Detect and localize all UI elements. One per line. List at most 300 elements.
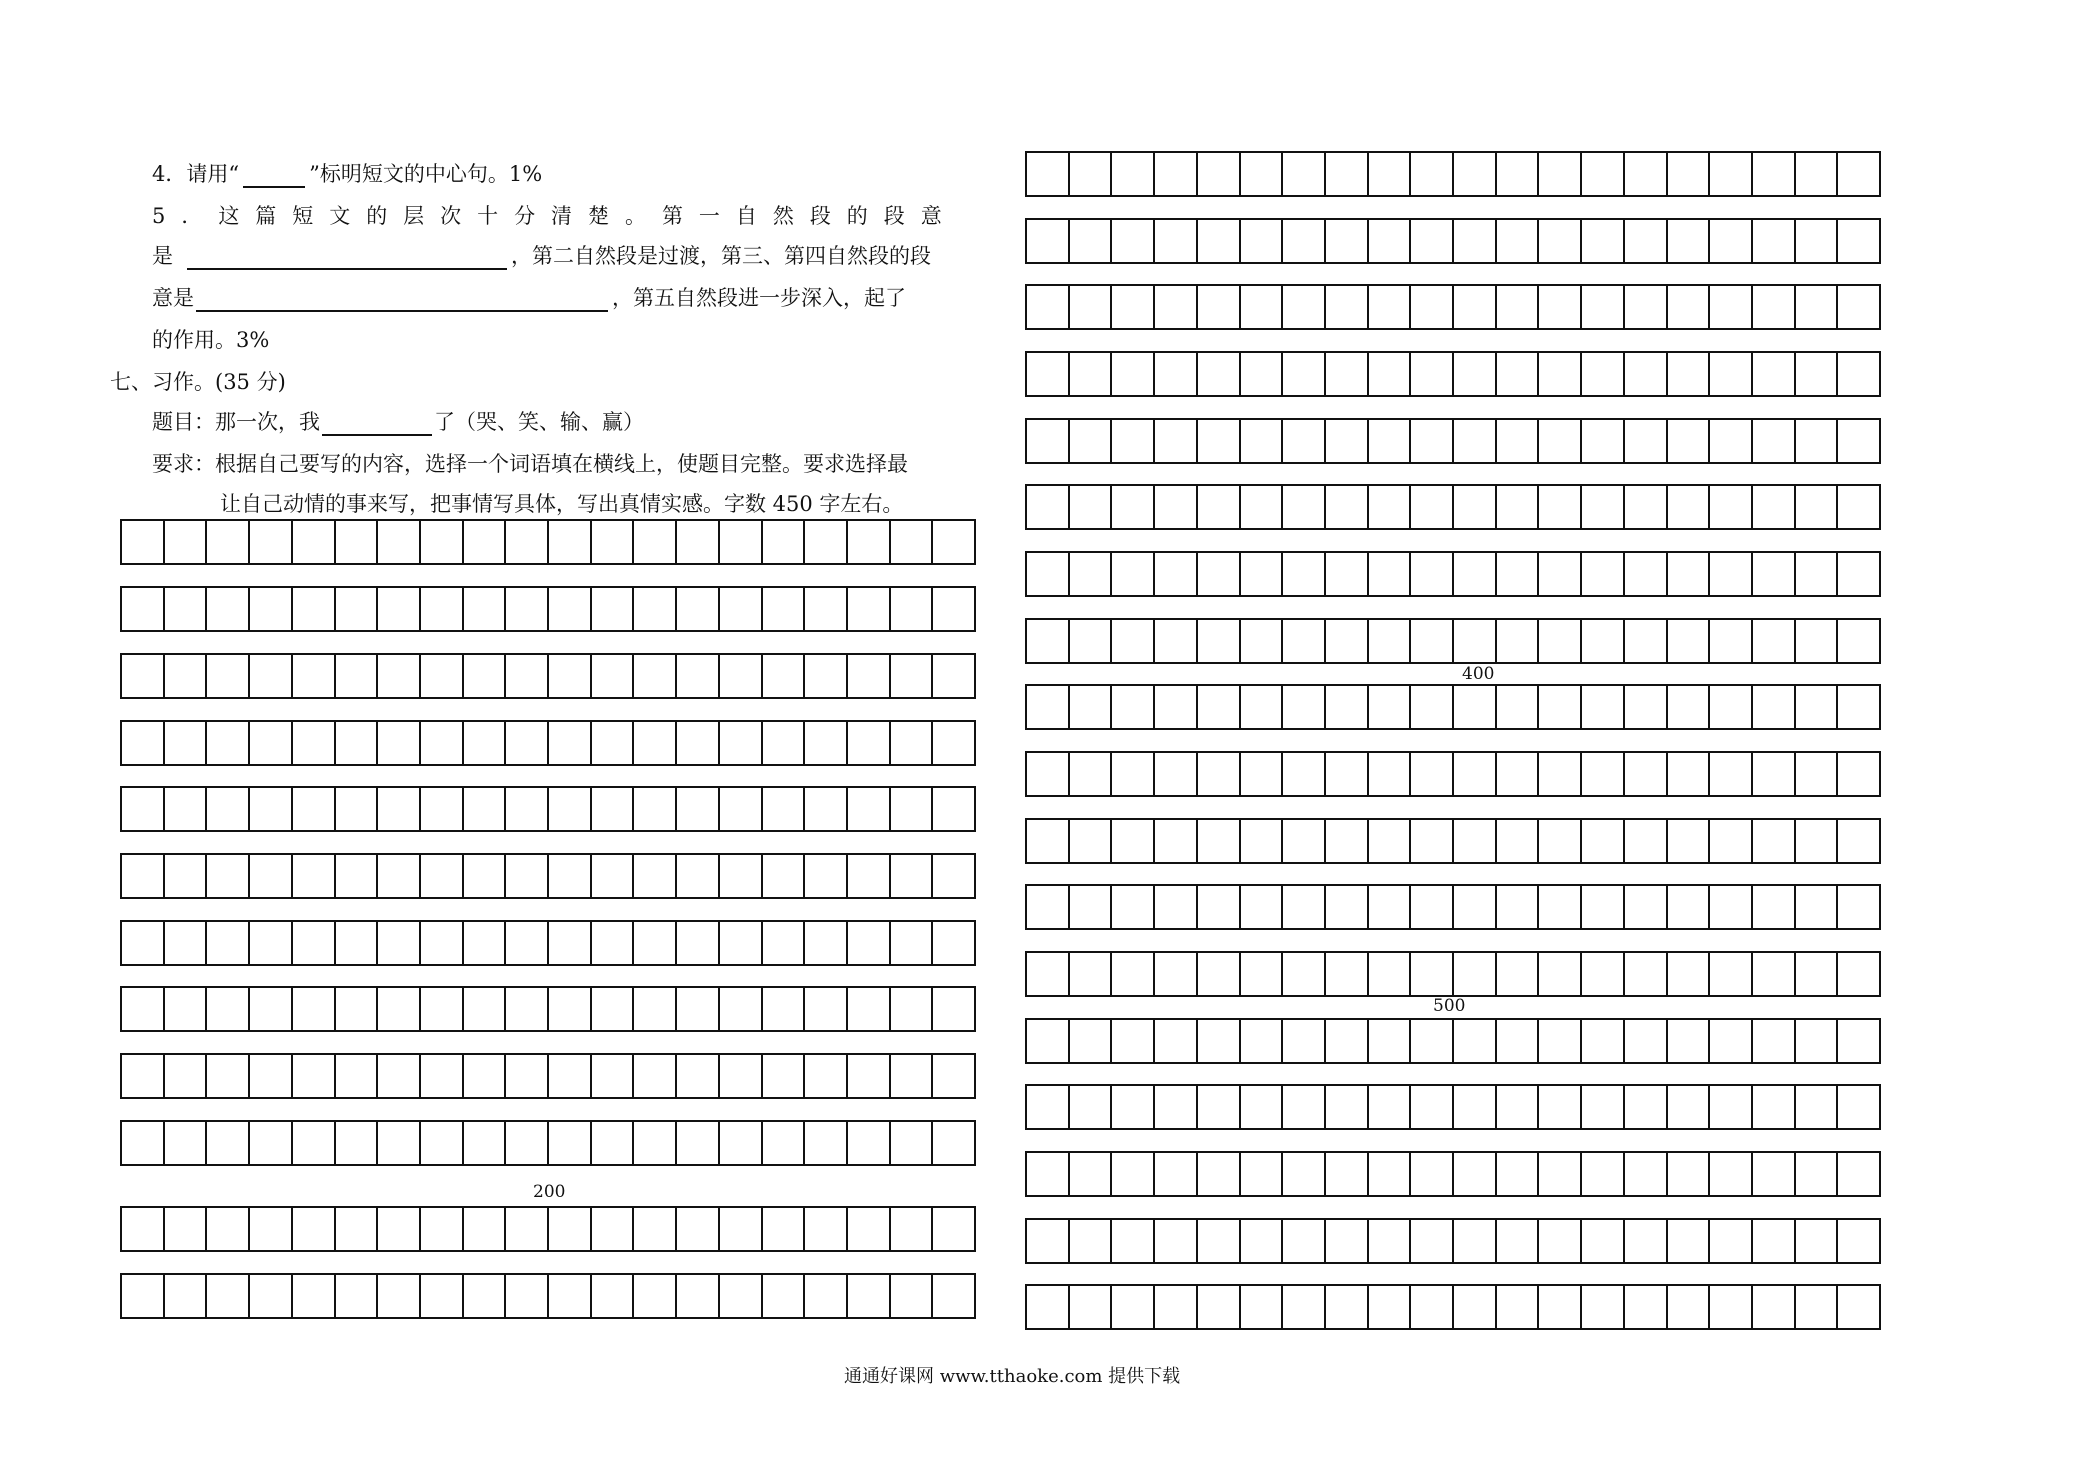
grid-cell[interactable] <box>1625 1220 1668 1262</box>
grid-cell[interactable] <box>1155 953 1198 995</box>
grid-cell[interactable] <box>634 1122 677 1164</box>
grid-cell[interactable] <box>1582 1086 1625 1128</box>
grid-cell[interactable] <box>1668 886 1711 928</box>
grid-cell[interactable] <box>1411 286 1454 328</box>
grid-cell[interactable] <box>1753 820 1796 862</box>
grid-cell[interactable] <box>1326 820 1369 862</box>
grid-cell[interactable] <box>378 1275 421 1317</box>
grid-cell[interactable] <box>677 655 720 697</box>
grid-cell[interactable] <box>1283 486 1326 528</box>
grid-cell[interactable] <box>720 588 763 630</box>
grid-cell[interactable] <box>1497 153 1540 195</box>
grid-cell[interactable] <box>250 1208 293 1250</box>
grid-cell[interactable] <box>634 521 677 563</box>
grid-cell[interactable] <box>1497 220 1540 262</box>
grid-cell[interactable] <box>677 1275 720 1317</box>
grid-cell[interactable] <box>891 788 934 830</box>
grid-cell[interactable] <box>1112 486 1155 528</box>
grid-cell[interactable] <box>1283 1086 1326 1128</box>
grid-cell[interactable] <box>1668 753 1711 795</box>
grid-cell[interactable] <box>763 521 806 563</box>
grid-cell[interactable] <box>1198 353 1241 395</box>
grid-cell[interactable] <box>891 588 934 630</box>
grid-cell[interactable] <box>1838 153 1879 195</box>
grid-cell[interactable] <box>464 922 507 964</box>
grid-cell[interactable] <box>1112 1086 1155 1128</box>
grid-cell[interactable] <box>933 655 974 697</box>
grid-cell[interactable] <box>891 1055 934 1097</box>
grid-cell[interactable] <box>1112 953 1155 995</box>
grid-cell[interactable] <box>1539 286 1582 328</box>
grid-cell[interactable] <box>1497 286 1540 328</box>
grid-cell[interactable] <box>763 922 806 964</box>
grid-cell[interactable] <box>165 988 208 1030</box>
grid-cell[interactable] <box>1582 820 1625 862</box>
grid-cell[interactable] <box>1070 820 1113 862</box>
grid-cell[interactable] <box>1369 553 1412 595</box>
grid-cell[interactable] <box>1454 1020 1497 1062</box>
grid-cell[interactable] <box>720 1122 763 1164</box>
grid-cell[interactable] <box>1582 153 1625 195</box>
grid-cell[interactable] <box>1241 1020 1284 1062</box>
grid-cell[interactable] <box>1625 420 1668 462</box>
grid-cell[interactable] <box>1411 886 1454 928</box>
grid-cell[interactable] <box>1326 553 1369 595</box>
grid-cell[interactable] <box>506 655 549 697</box>
grid-cell[interactable] <box>891 655 934 697</box>
grid-cell[interactable] <box>1582 686 1625 728</box>
grid-cell[interactable] <box>592 988 635 1030</box>
grid-cell[interactable] <box>1198 753 1241 795</box>
grid-cell[interactable] <box>549 1122 592 1164</box>
grid-cell[interactable] <box>1454 953 1497 995</box>
grid-cell[interactable] <box>1241 153 1284 195</box>
grid-cell[interactable] <box>1753 1153 1796 1195</box>
grid-cell[interactable] <box>1241 620 1284 662</box>
grid-cell[interactable] <box>1070 1153 1113 1195</box>
grid-cell[interactable] <box>1241 820 1284 862</box>
grid-cell[interactable] <box>1668 286 1711 328</box>
grid-cell[interactable] <box>1326 1220 1369 1262</box>
grid-cell[interactable] <box>634 1055 677 1097</box>
grid-cell[interactable] <box>1838 1020 1879 1062</box>
grid-cell[interactable] <box>421 655 464 697</box>
grid-cell[interactable] <box>1198 1153 1241 1195</box>
grid-cell[interactable] <box>1411 820 1454 862</box>
grid-cell[interactable] <box>1155 153 1198 195</box>
grid-cell[interactable] <box>848 788 891 830</box>
grid-cell[interactable] <box>250 521 293 563</box>
grid-cell[interactable] <box>1283 420 1326 462</box>
grid-cell[interactable] <box>1155 1153 1198 1195</box>
grid-cell[interactable] <box>1582 420 1625 462</box>
grid-cell[interactable] <box>1070 1020 1113 1062</box>
grid-cell[interactable] <box>1497 1220 1540 1262</box>
grid-cell[interactable] <box>250 855 293 897</box>
grid-cell[interactable] <box>1497 1020 1540 1062</box>
grid-cell[interactable] <box>1625 286 1668 328</box>
grid-cell[interactable] <box>506 922 549 964</box>
grid-cell[interactable] <box>1241 953 1284 995</box>
grid-cell[interactable] <box>1155 886 1198 928</box>
grid-cell[interactable] <box>592 588 635 630</box>
grid-cell[interactable] <box>378 1122 421 1164</box>
grid-cell[interactable] <box>165 588 208 630</box>
grid-cell[interactable] <box>250 1122 293 1164</box>
grid-cell[interactable] <box>207 722 250 764</box>
grid-cell[interactable] <box>1796 1220 1839 1262</box>
grid-cell[interactable] <box>1710 1020 1753 1062</box>
grid-cell[interactable] <box>1155 1020 1198 1062</box>
grid-cell[interactable] <box>506 988 549 1030</box>
grid-cell[interactable] <box>1241 1220 1284 1262</box>
grid-cell[interactable] <box>1753 286 1796 328</box>
grid-cell[interactable] <box>1112 1286 1155 1328</box>
grid-cell[interactable] <box>1668 1286 1711 1328</box>
grid-cell[interactable] <box>122 922 165 964</box>
grid-cell[interactable] <box>763 1122 806 1164</box>
grid-cell[interactable] <box>464 1275 507 1317</box>
grid-cell[interactable] <box>592 521 635 563</box>
grid-cell[interactable] <box>1241 1153 1284 1195</box>
grid-cell[interactable] <box>506 1122 549 1164</box>
grid-cell[interactable] <box>1454 553 1497 595</box>
grid-cell[interactable] <box>1283 1286 1326 1328</box>
grid-cell[interactable] <box>677 788 720 830</box>
grid-cell[interactable] <box>1326 153 1369 195</box>
grid-cell[interactable] <box>549 588 592 630</box>
grid-cell[interactable] <box>1283 1153 1326 1195</box>
grid-cell[interactable] <box>1411 1286 1454 1328</box>
grid-cell[interactable] <box>165 1208 208 1250</box>
grid-cell[interactable] <box>1070 286 1113 328</box>
grid-cell[interactable] <box>1369 1286 1412 1328</box>
grid-cell[interactable] <box>293 788 336 830</box>
grid-cell[interactable] <box>1753 153 1796 195</box>
grid-cell[interactable] <box>293 1208 336 1250</box>
grid-cell[interactable] <box>1625 820 1668 862</box>
grid-cell[interactable] <box>1454 420 1497 462</box>
grid-cell[interactable] <box>1838 420 1879 462</box>
grid-cell[interactable] <box>592 1275 635 1317</box>
grid-cell[interactable] <box>848 988 891 1030</box>
grid-cell[interactable] <box>293 588 336 630</box>
grid-cell[interactable] <box>933 855 974 897</box>
grid-cell[interactable] <box>378 1055 421 1097</box>
grid-cell[interactable] <box>1454 1153 1497 1195</box>
grid-cell[interactable] <box>1796 886 1839 928</box>
grid-cell[interactable] <box>1838 753 1879 795</box>
grid-cell[interactable] <box>207 855 250 897</box>
grid-cell[interactable] <box>1497 1286 1540 1328</box>
grid-cell[interactable] <box>592 855 635 897</box>
grid-cell[interactable] <box>165 1275 208 1317</box>
grid-cell[interactable] <box>1625 953 1668 995</box>
grid-cell[interactable] <box>1454 1086 1497 1128</box>
grid-cell[interactable] <box>1539 886 1582 928</box>
grid-cell[interactable] <box>1326 686 1369 728</box>
grid-cell[interactable] <box>421 988 464 1030</box>
grid-cell[interactable] <box>1582 1220 1625 1262</box>
grid-cell[interactable] <box>549 1055 592 1097</box>
grid-cell[interactable] <box>207 922 250 964</box>
grid-cell[interactable] <box>1625 886 1668 928</box>
grid-cell[interactable] <box>1625 753 1668 795</box>
grid-cell[interactable] <box>1668 620 1711 662</box>
grid-cell[interactable] <box>1326 753 1369 795</box>
grid-cell[interactable] <box>1198 953 1241 995</box>
grid-cell[interactable] <box>933 922 974 964</box>
grid-cell[interactable] <box>1497 1153 1540 1195</box>
grid-cell[interactable] <box>1753 686 1796 728</box>
grid-cell[interactable] <box>1753 953 1796 995</box>
grid-cell[interactable] <box>122 988 165 1030</box>
grid-cell[interactable] <box>1027 820 1070 862</box>
grid-cell[interactable] <box>677 1055 720 1097</box>
grid-cell[interactable] <box>1369 220 1412 262</box>
grid-cell[interactable] <box>720 855 763 897</box>
grid-cell[interactable] <box>378 788 421 830</box>
grid-cell[interactable] <box>1454 353 1497 395</box>
grid-cell[interactable] <box>677 722 720 764</box>
grid-cell[interactable] <box>1326 1086 1369 1128</box>
question-4-answer-blank[interactable] <box>243 164 305 188</box>
grid-cell[interactable] <box>1155 620 1198 662</box>
grid-cell[interactable] <box>1753 1286 1796 1328</box>
grid-cell[interactable] <box>464 722 507 764</box>
grid-cell[interactable] <box>1582 1020 1625 1062</box>
grid-cell[interactable] <box>1283 353 1326 395</box>
grid-cell[interactable] <box>1838 1220 1879 1262</box>
grid-cell[interactable] <box>1753 753 1796 795</box>
grid-cell[interactable] <box>848 1208 891 1250</box>
grid-cell[interactable] <box>336 922 379 964</box>
grid-cell[interactable] <box>378 922 421 964</box>
grid-cell[interactable] <box>1454 220 1497 262</box>
grid-cell[interactable] <box>336 855 379 897</box>
grid-cell[interactable] <box>207 1122 250 1164</box>
grid-cell[interactable] <box>1198 220 1241 262</box>
grid-cell[interactable] <box>250 588 293 630</box>
grid-cell[interactable] <box>1539 1220 1582 1262</box>
grid-cell[interactable] <box>122 1122 165 1164</box>
grid-cell[interactable] <box>1625 1153 1668 1195</box>
grid-cell[interactable] <box>1582 353 1625 395</box>
grid-cell[interactable] <box>1070 420 1113 462</box>
grid-cell[interactable] <box>677 922 720 964</box>
grid-cell[interactable] <box>250 722 293 764</box>
grid-cell[interactable] <box>805 1275 848 1317</box>
grid-cell[interactable] <box>848 1122 891 1164</box>
grid-cell[interactable] <box>1070 1286 1113 1328</box>
grid-cell[interactable] <box>1454 1220 1497 1262</box>
grid-cell[interactable] <box>634 922 677 964</box>
grid-cell[interactable] <box>1710 153 1753 195</box>
grid-cell[interactable] <box>549 922 592 964</box>
grid-cell[interactable] <box>1198 553 1241 595</box>
grid-cell[interactable] <box>1369 486 1412 528</box>
grid-cell[interactable] <box>848 1055 891 1097</box>
grid-cell[interactable] <box>1582 753 1625 795</box>
grid-cell[interactable] <box>1112 353 1155 395</box>
grid-cell[interactable] <box>378 722 421 764</box>
grid-cell[interactable] <box>1753 1086 1796 1128</box>
grid-cell[interactable] <box>1497 686 1540 728</box>
grid-cell[interactable] <box>1112 886 1155 928</box>
grid-cell[interactable] <box>1198 286 1241 328</box>
grid-cell[interactable] <box>1497 620 1540 662</box>
grid-cell[interactable] <box>464 788 507 830</box>
grid-cell[interactable] <box>1326 220 1369 262</box>
grid-cell[interactable] <box>1668 1086 1711 1128</box>
grid-cell[interactable] <box>1497 420 1540 462</box>
grid-cell[interactable] <box>1155 820 1198 862</box>
grid-cell[interactable] <box>293 855 336 897</box>
grid-cell[interactable] <box>1710 886 1753 928</box>
grid-cell[interactable] <box>1625 1020 1668 1062</box>
grid-cell[interactable] <box>1070 686 1113 728</box>
grid-cell[interactable] <box>122 1055 165 1097</box>
grid-cell[interactable] <box>336 1208 379 1250</box>
grid-cell[interactable] <box>1155 1086 1198 1128</box>
grid-cell[interactable] <box>1198 486 1241 528</box>
grid-cell[interactable] <box>1155 220 1198 262</box>
grid-cell[interactable] <box>1582 553 1625 595</box>
grid-cell[interactable] <box>293 521 336 563</box>
grid-cell[interactable] <box>1753 220 1796 262</box>
grid-cell[interactable] <box>1369 353 1412 395</box>
grid-cell[interactable] <box>1369 420 1412 462</box>
grid-cell[interactable] <box>677 521 720 563</box>
grid-cell[interactable] <box>122 1275 165 1317</box>
grid-cell[interactable] <box>1796 620 1839 662</box>
grid-cell[interactable] <box>1198 1086 1241 1128</box>
paragraph-3-4-meaning-blank[interactable] <box>196 288 608 312</box>
grid-cell[interactable] <box>1582 1286 1625 1328</box>
grid-cell[interactable] <box>933 1208 974 1250</box>
grid-cell[interactable] <box>207 588 250 630</box>
grid-cell[interactable] <box>1326 886 1369 928</box>
grid-cell[interactable] <box>720 1275 763 1317</box>
grid-cell[interactable] <box>1838 686 1879 728</box>
grid-cell[interactable] <box>1539 486 1582 528</box>
grid-cell[interactable] <box>1070 153 1113 195</box>
grid-cell[interactable] <box>634 788 677 830</box>
composition-topic-blank[interactable] <box>322 412 432 436</box>
grid-cell[interactable] <box>720 655 763 697</box>
grid-cell[interactable] <box>848 722 891 764</box>
grid-cell[interactable] <box>763 855 806 897</box>
grid-cell[interactable] <box>1283 820 1326 862</box>
grid-cell[interactable] <box>421 1122 464 1164</box>
grid-cell[interactable] <box>1326 286 1369 328</box>
grid-cell[interactable] <box>464 988 507 1030</box>
grid-cell[interactable] <box>1753 353 1796 395</box>
grid-cell[interactable] <box>634 588 677 630</box>
grid-cell[interactable] <box>592 922 635 964</box>
grid-cell[interactable] <box>891 922 934 964</box>
grid-cell[interactable] <box>1283 153 1326 195</box>
paragraph-1-meaning-blank[interactable] <box>187 246 507 270</box>
grid-cell[interactable] <box>805 588 848 630</box>
grid-cell[interactable] <box>207 788 250 830</box>
grid-cell[interactable] <box>549 655 592 697</box>
grid-cell[interactable] <box>1198 420 1241 462</box>
grid-cell[interactable] <box>1668 553 1711 595</box>
grid-cell[interactable] <box>1710 1153 1753 1195</box>
grid-cell[interactable] <box>763 722 806 764</box>
grid-cell[interactable] <box>421 855 464 897</box>
grid-cell[interactable] <box>1070 1220 1113 1262</box>
grid-cell[interactable] <box>677 1208 720 1250</box>
grid-cell[interactable] <box>336 722 379 764</box>
grid-cell[interactable] <box>1539 153 1582 195</box>
grid-cell[interactable] <box>421 521 464 563</box>
grid-cell[interactable] <box>1625 620 1668 662</box>
grid-cell[interactable] <box>720 1055 763 1097</box>
grid-cell[interactable] <box>1710 220 1753 262</box>
grid-cell[interactable] <box>1539 553 1582 595</box>
grid-cell[interactable] <box>378 1208 421 1250</box>
grid-cell[interactable] <box>1198 886 1241 928</box>
grid-cell[interactable] <box>1625 486 1668 528</box>
grid-cell[interactable] <box>1112 753 1155 795</box>
grid-cell[interactable] <box>805 521 848 563</box>
grid-cell[interactable] <box>848 1275 891 1317</box>
grid-cell[interactable] <box>378 521 421 563</box>
grid-cell[interactable] <box>1027 1220 1070 1262</box>
grid-cell[interactable] <box>1582 886 1625 928</box>
grid-cell[interactable] <box>1668 420 1711 462</box>
grid-cell[interactable] <box>1411 153 1454 195</box>
grid-cell[interactable] <box>891 1275 934 1317</box>
grid-cell[interactable] <box>464 588 507 630</box>
grid-cell[interactable] <box>122 655 165 697</box>
grid-cell[interactable] <box>165 655 208 697</box>
grid-cell[interactable] <box>1668 353 1711 395</box>
grid-cell[interactable] <box>1796 686 1839 728</box>
grid-cell[interactable] <box>336 1122 379 1164</box>
grid-cell[interactable] <box>165 1055 208 1097</box>
grid-cell[interactable] <box>1027 1286 1070 1328</box>
grid-cell[interactable] <box>464 1122 507 1164</box>
grid-cell[interactable] <box>1454 886 1497 928</box>
grid-cell[interactable] <box>1155 1286 1198 1328</box>
grid-cell[interactable] <box>848 521 891 563</box>
grid-cell[interactable] <box>378 655 421 697</box>
grid-cell[interactable] <box>592 788 635 830</box>
grid-cell[interactable] <box>1027 553 1070 595</box>
grid-cell[interactable] <box>1539 620 1582 662</box>
grid-cell[interactable] <box>1283 886 1326 928</box>
grid-cell[interactable] <box>805 1122 848 1164</box>
grid-cell[interactable] <box>1027 686 1070 728</box>
grid-cell[interactable] <box>634 655 677 697</box>
grid-cell[interactable] <box>421 588 464 630</box>
grid-cell[interactable] <box>1838 1286 1879 1328</box>
grid-cell[interactable] <box>421 722 464 764</box>
grid-cell[interactable] <box>805 722 848 764</box>
grid-cell[interactable] <box>848 922 891 964</box>
grid-cell[interactable] <box>1241 686 1284 728</box>
grid-cell[interactable] <box>1283 953 1326 995</box>
grid-cell[interactable] <box>506 521 549 563</box>
grid-cell[interactable] <box>1326 420 1369 462</box>
grid-cell[interactable] <box>1539 353 1582 395</box>
grid-cell[interactable] <box>1582 620 1625 662</box>
grid-cell[interactable] <box>1497 753 1540 795</box>
grid-cell[interactable] <box>1155 486 1198 528</box>
